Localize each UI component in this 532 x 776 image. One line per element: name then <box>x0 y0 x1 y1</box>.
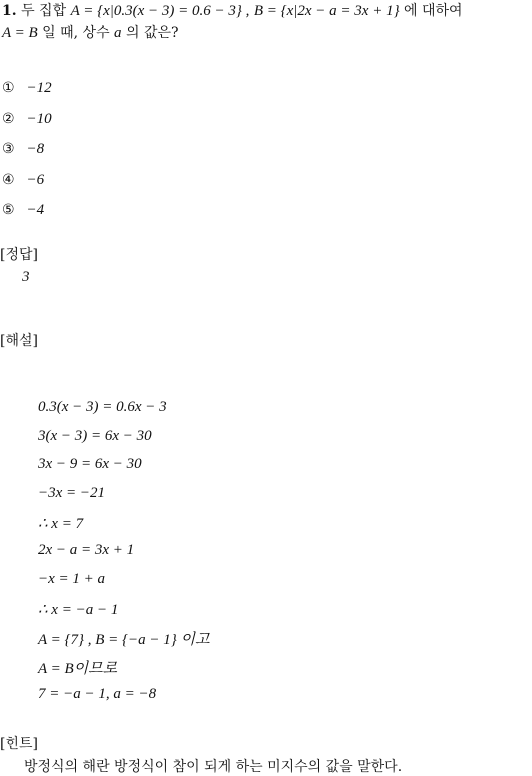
choice-marker: ⑤ <box>2 202 15 218</box>
explanation-step-3: 3x − 9 = 6x − 30 <box>38 456 142 472</box>
hint-text: 방정식의 해란 방정식이 참이 되게 하는 미지수의 값을 말한다. <box>24 759 403 775</box>
question-text-prompt: 의 값은? <box>126 25 179 41</box>
hint-label: [힌트] <box>0 736 38 752</box>
explanation-step-2: 3(x − 3) = 6x − 30 <box>38 428 152 444</box>
question-line-1 <box>2 0 463 20</box>
choice-value: −12 <box>26 80 52 96</box>
constant-variable: a <box>114 25 122 41</box>
explanation-step-7: −x = 1 + a <box>38 571 106 587</box>
choice-marker: ④ <box>2 172 15 188</box>
choice-2[interactable] <box>2 111 52 128</box>
set-a-definition: A = {x|0.3(x − 3) = 0.6 − 3} , <box>70 3 250 19</box>
choice-value: −10 <box>26 111 52 127</box>
choice-4[interactable] <box>2 172 44 189</box>
answer-value: 3 <box>22 269 30 285</box>
explanation-step-8: ∴ x = −a − 1 <box>38 602 119 618</box>
choice-5[interactable] <box>2 202 44 219</box>
choice-1[interactable] <box>2 80 52 97</box>
explanation-step-4: −3x = −21 <box>38 485 106 501</box>
answer-label: [정답] <box>0 247 38 263</box>
choice-value: −4 <box>26 202 45 218</box>
choice-marker: ③ <box>2 141 15 157</box>
explanation-step-5: ∴ x = 7 <box>38 516 84 532</box>
choice-3[interactable] <box>2 141 44 158</box>
explanation-step-1: 0.3(x − 3) = 0.6x − 3 <box>38 399 167 415</box>
explanation-step-10: A = B이므로 <box>38 661 118 677</box>
question-text-end: 에 대하여 <box>404 3 463 19</box>
explanation-step-9: A = {7} , B = {−a − 1} 이고 <box>38 632 210 648</box>
choice-marker: ② <box>2 111 15 127</box>
question-number: 1. <box>2 3 17 19</box>
set-b-definition: B = {x|2x − a = 3x + 1} <box>253 3 400 19</box>
choice-value: −8 <box>26 141 45 157</box>
explanation-step-11: 7 = −a − 1, a = −8 <box>38 686 157 702</box>
question-line-2 <box>2 22 179 42</box>
explanation-label: [해설] <box>0 333 38 349</box>
question-text-start: 두 집합 <box>21 3 67 19</box>
explanation-step-6: 2x − a = 3x + 1 <box>38 542 135 558</box>
choice-marker: ① <box>2 80 15 96</box>
condition-equation: A = B <box>2 25 38 41</box>
question-text-middle: 일 때, 상수 <box>42 25 110 41</box>
choice-value: −6 <box>26 172 45 188</box>
